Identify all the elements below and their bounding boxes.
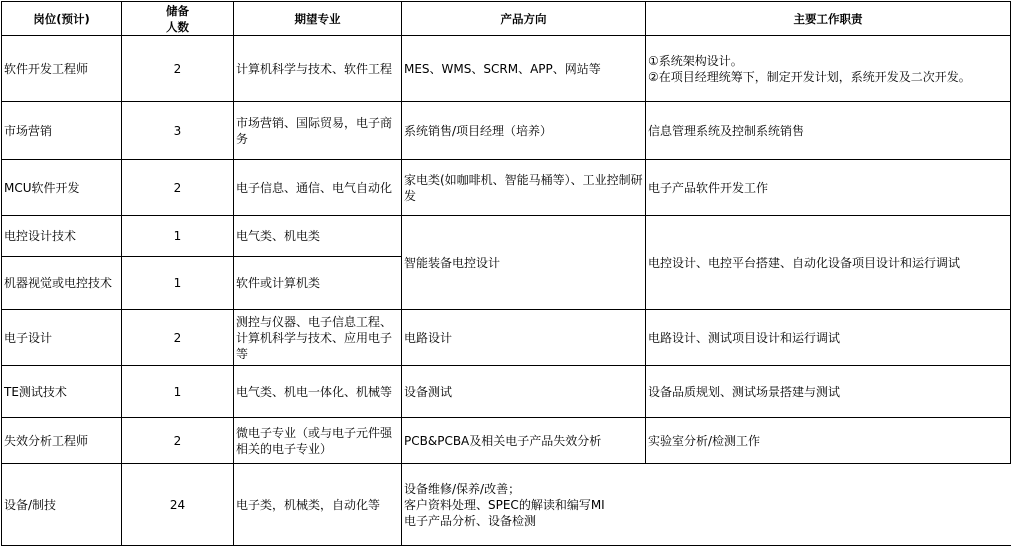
direction-line-3: 电子产品分析、设备检测 bbox=[404, 513, 537, 528]
cell-duties: 电路设计、测试项目设计和运行调试 bbox=[646, 310, 1011, 366]
cell-major: 测控与仪器、电子信息工程、计算机科学与技术、应用电子等 bbox=[234, 310, 402, 366]
cell-direction: 设备测试 bbox=[402, 366, 646, 418]
header-count bbox=[122, 2, 234, 36]
header-duties: 主要工作职责 bbox=[646, 2, 1011, 36]
cell-position: 机器视觉或电控技术 bbox=[2, 257, 122, 310]
direction-line-2: 客户资料处理、SPEC的解读和编写MI bbox=[404, 497, 605, 512]
cell-position: 电控设计技术 bbox=[2, 216, 122, 257]
cell-major: 电气类、机电类 bbox=[234, 216, 402, 257]
table-row bbox=[2, 216, 1011, 257]
duties-line-1: ①系统架构设计。 bbox=[648, 53, 743, 68]
cell-major: 市场营销、国际贸易，电子商务 bbox=[234, 102, 402, 160]
cell-duties: 电子产品软件开发工作 bbox=[646, 160, 1011, 216]
direction-line-1: 设备维修/保养/改善； bbox=[404, 481, 521, 496]
header-count-line1: 储备 bbox=[166, 3, 189, 18]
table-row bbox=[2, 160, 1011, 216]
cell-duties: 信息管理系统及控制系统销售 bbox=[646, 102, 1011, 160]
cell-direction: 家电类(如咖啡机、智能马桶等）、工业控制研发 bbox=[402, 160, 646, 216]
cell-duties-merged: 电控设计、电控平台搭建、自动化设备项目设计和运行调试 bbox=[646, 216, 1011, 310]
table-row bbox=[2, 418, 1011, 464]
cell-position: 电子设计 bbox=[2, 310, 122, 366]
table-row bbox=[2, 366, 1011, 418]
cell-count: 1 bbox=[122, 366, 234, 418]
cell-position: 软件开发工程师 bbox=[2, 36, 122, 102]
cell-direction: 电路设计 bbox=[402, 310, 646, 366]
cell-direction: MES、WMS、SCRM、APP、网站等 bbox=[402, 36, 646, 102]
cell-direction: 系统销售/项目经理（培养） bbox=[402, 102, 646, 160]
cell-position: TE测试技术 bbox=[2, 366, 122, 418]
cell-direction-wide bbox=[402, 464, 1011, 546]
table-row bbox=[2, 310, 1011, 366]
cell-direction-merged: 智能装备电控设计 bbox=[402, 216, 646, 310]
recruitment-table bbox=[1, 1, 1011, 546]
cell-major: 电气类、机电一体化、机械等 bbox=[234, 366, 402, 418]
cell-duties bbox=[646, 36, 1011, 102]
header-major: 期望专业 bbox=[234, 2, 402, 36]
cell-direction: PCB&PCBA及相关电子产品失效分析 bbox=[402, 418, 646, 464]
cell-major: 计算机科学与技术、软件工程 bbox=[234, 36, 402, 102]
cell-count: 2 bbox=[122, 36, 234, 102]
table-row bbox=[2, 36, 1011, 102]
cell-count: 2 bbox=[122, 310, 234, 366]
table-row bbox=[2, 102, 1011, 160]
cell-count: 2 bbox=[122, 160, 234, 216]
header-row bbox=[2, 2, 1011, 36]
header-direction: 产品方向 bbox=[402, 2, 646, 36]
cell-major: 电子类，机械类，自动化等 bbox=[234, 464, 402, 546]
cell-count: 24 bbox=[122, 464, 234, 546]
header-count-line2: 人数 bbox=[166, 19, 189, 34]
cell-count: 1 bbox=[122, 216, 234, 257]
cell-position: 失效分析工程师 bbox=[2, 418, 122, 464]
cell-position: 设备/制技 bbox=[2, 464, 122, 546]
cell-count: 2 bbox=[122, 418, 234, 464]
cell-major: 电子信息、通信、电气自动化 bbox=[234, 160, 402, 216]
cell-duties: 实验室分析/检测工作 bbox=[646, 418, 1011, 464]
cell-position: MCU软件开发 bbox=[2, 160, 122, 216]
duties-line-2: ②在项目经理统筹下，制定开发计划，系统开发及二次开发。 bbox=[648, 69, 971, 84]
cell-count: 3 bbox=[122, 102, 234, 160]
cell-major: 软件或计算机类 bbox=[234, 257, 402, 310]
cell-count: 1 bbox=[122, 257, 234, 310]
header-position: 岗位(预计) bbox=[2, 2, 122, 36]
cell-position: 市场营销 bbox=[2, 102, 122, 160]
cell-duties: 设备品质规划、测试场景搭建与测试 bbox=[646, 366, 1011, 418]
table-row bbox=[2, 464, 1011, 546]
cell-major: 微电子专业（或与电子元件强相关的电子专业） bbox=[234, 418, 402, 464]
